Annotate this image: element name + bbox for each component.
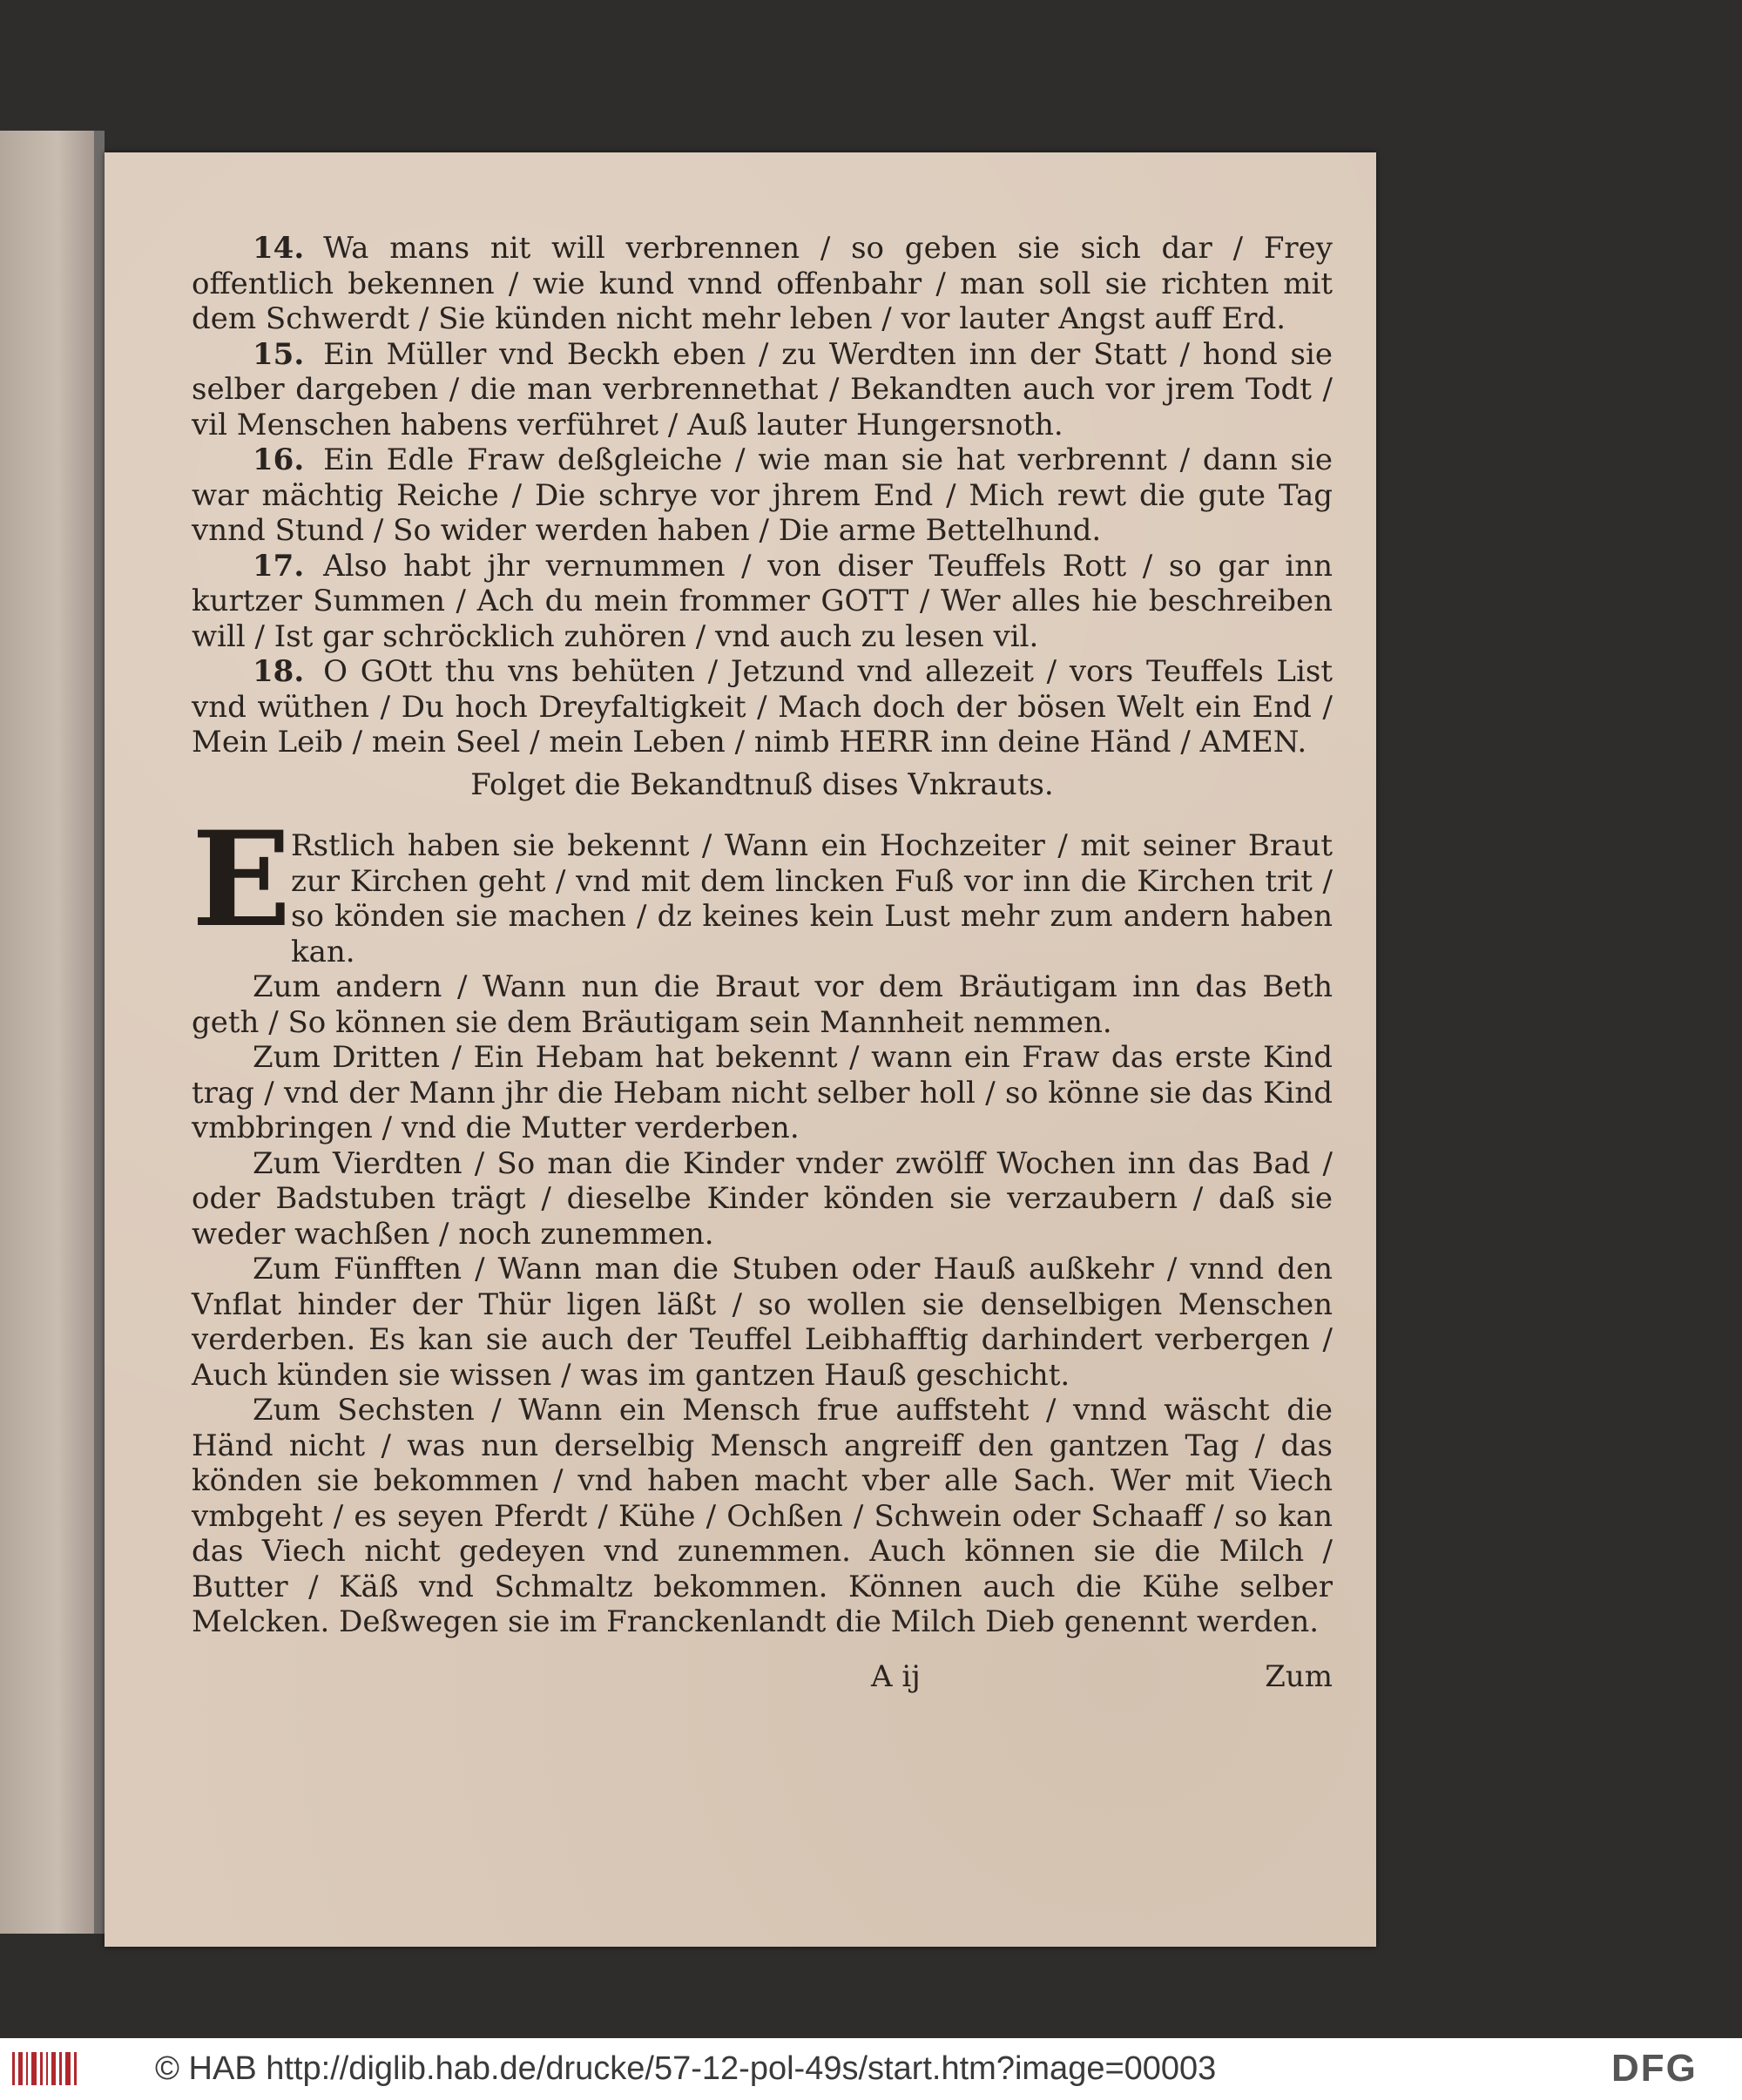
verse-text: Ein Edle Fraw deßgleiche / wie man sie hat verbrennt / dann sie war mächtig Reiche / Die schrye vor jhrem End / Mich rewt die gute Tag vnnd Stund / So wider werden haben / Die arme Bettelhund. <box>192 442 1333 548</box>
verse-15 <box>192 337 1333 443</box>
document-page <box>105 152 1376 1947</box>
page-text <box>192 231 1333 1640</box>
verse-number: 15. <box>253 336 305 372</box>
signature-mark: A ij <box>871 1659 921 1694</box>
confession-item: Zum andern / Wann nun die Braut vor dem Bräutigam inn das Beth geth / So können sie dem Bräutigam sein Mannheit nemmen. <box>192 969 1333 1040</box>
verse-number: 16. <box>253 442 305 477</box>
confession-item: Zum Dritten / Ein Hebam hat bekennt / wann ein Fraw das erste Kind trag / vnd der Mann jhr die Hebam nicht selber holl / so könne sie das Kind vmbbringen / vnd die Mutter verderben. <box>192 1040 1333 1145</box>
catchword: Zum <box>1265 1659 1333 1694</box>
section-heading: Folget die Bekandtnuß dises Vnkrauts. <box>470 766 1054 802</box>
viewer-footer-bar <box>0 2038 1742 2100</box>
verse-18 <box>192 654 1333 760</box>
verse-14 <box>192 231 1333 337</box>
confession-first-text: Rstlich haben sie bekennt / Wann ein Hochzeiter / mit seiner Braut zur Kirchen geht / vnd mit dem lincken Fuß vor inn die Kirchen trit / so könden sie machen / dz keines kein Lust mehr zum andern haben kan. <box>291 828 1333 969</box>
verse-17 <box>192 549 1333 655</box>
verse-text: Also habt jhr vernummen / von diser Teuffels Rott / so gar inn kurtzer Summen / Ach du mein frommer GOTT / Wer alles hie beschreiben will / Ist gar schröcklich zuhören / vnd auch zu lesen vil. <box>192 548 1333 654</box>
verse-number: 18. <box>253 654 305 689</box>
verse-text: Wa mans nit will verbrennen / so geben sie sich dar / Frey offentlich bekennen / wie kund vnnd offenbahr / man soll sie richten mit dem Schwerdt / Sie künden nicht mehr leben / vor lauter Angst auff Erd. <box>192 231 1333 336</box>
dfg-logo: DFG <box>1611 2047 1698 2090</box>
binding-gutter <box>94 131 105 1934</box>
drop-cap-initial: E <box>192 803 292 956</box>
confession-item: Zum Fünfften / Wann man die Stuben oder Hauß außkehr / vnnd den Vnflat hinder der Thür ligen läßt / so wollen sie denselbigen Menschen verderben. Es kan sie auch der Teuffel Leibhafftig darhindert verbergen / Auch künden sie wissen / was im gantzen Hauß geschicht. <box>192 1252 1333 1393</box>
previous-page-edge <box>0 131 105 1934</box>
confession-item: Zum Vierdten / So man die Kinder vnder zwölff Wochen inn das Bad / oder Badstuben trägt / dieselbe Kinder könden sie verzaubern / daß sie weder wachßen / noch zunemmen. <box>192 1145 1333 1252</box>
verse-number: 17. <box>253 548 305 584</box>
verse-number: 14. <box>253 231 305 266</box>
confession-first <box>192 803 1333 969</box>
verse-text: Ein Müller vnd Beckh eben / zu Werdten inn der Statt / hond sie selber dargeben / die man verbrennethat / Bekandten auch vor jrem Todt / vil Menschen habens verführet / Auß lauter Hungersnoth. <box>192 336 1333 442</box>
confession-item: Zum Sechsten / Wann ein Mensch frue auffsteht / vnnd wäscht die Händ nicht / was nun derselbig Mensch angreiff den gantzen Tag / das könden sie bekommen / vnd haben macht vber alle Sach. Wer mit Viech vmbgeht / es seyen Pferdt / Kühe / Ochßen / Schwein oder Schaaff / so kan das Viech nicht gedeyen vnd zunemmen. Auch können sie die Milch / Butter / Käß vnd Schmaltz bekommen. Können auch die Kühe selber Melcken. Deßwegen sie im Franckenlandt die Milch Dieb genennt werden. <box>192 1393 1333 1639</box>
verse-16 <box>192 442 1333 549</box>
verse-text: O GOtt thu vns behüten / Jetzund vnd allezeit / vors Teuffels List vnd wüthen / Du hoch Dreyfaltigkeit / Mach doch der bösen Welt ein End / Mein Leib / mein Seel / mein Leben / nimb HERR inn deine Händ / AMEN. <box>192 654 1333 760</box>
hab-barcode-logo-icon <box>10 2049 80 2089</box>
copyright-link[interactable]: © HAB http://diglib.hab.de/drucke/57-12-pol-49s/start.htm?image=00003 <box>155 2050 1217 2087</box>
